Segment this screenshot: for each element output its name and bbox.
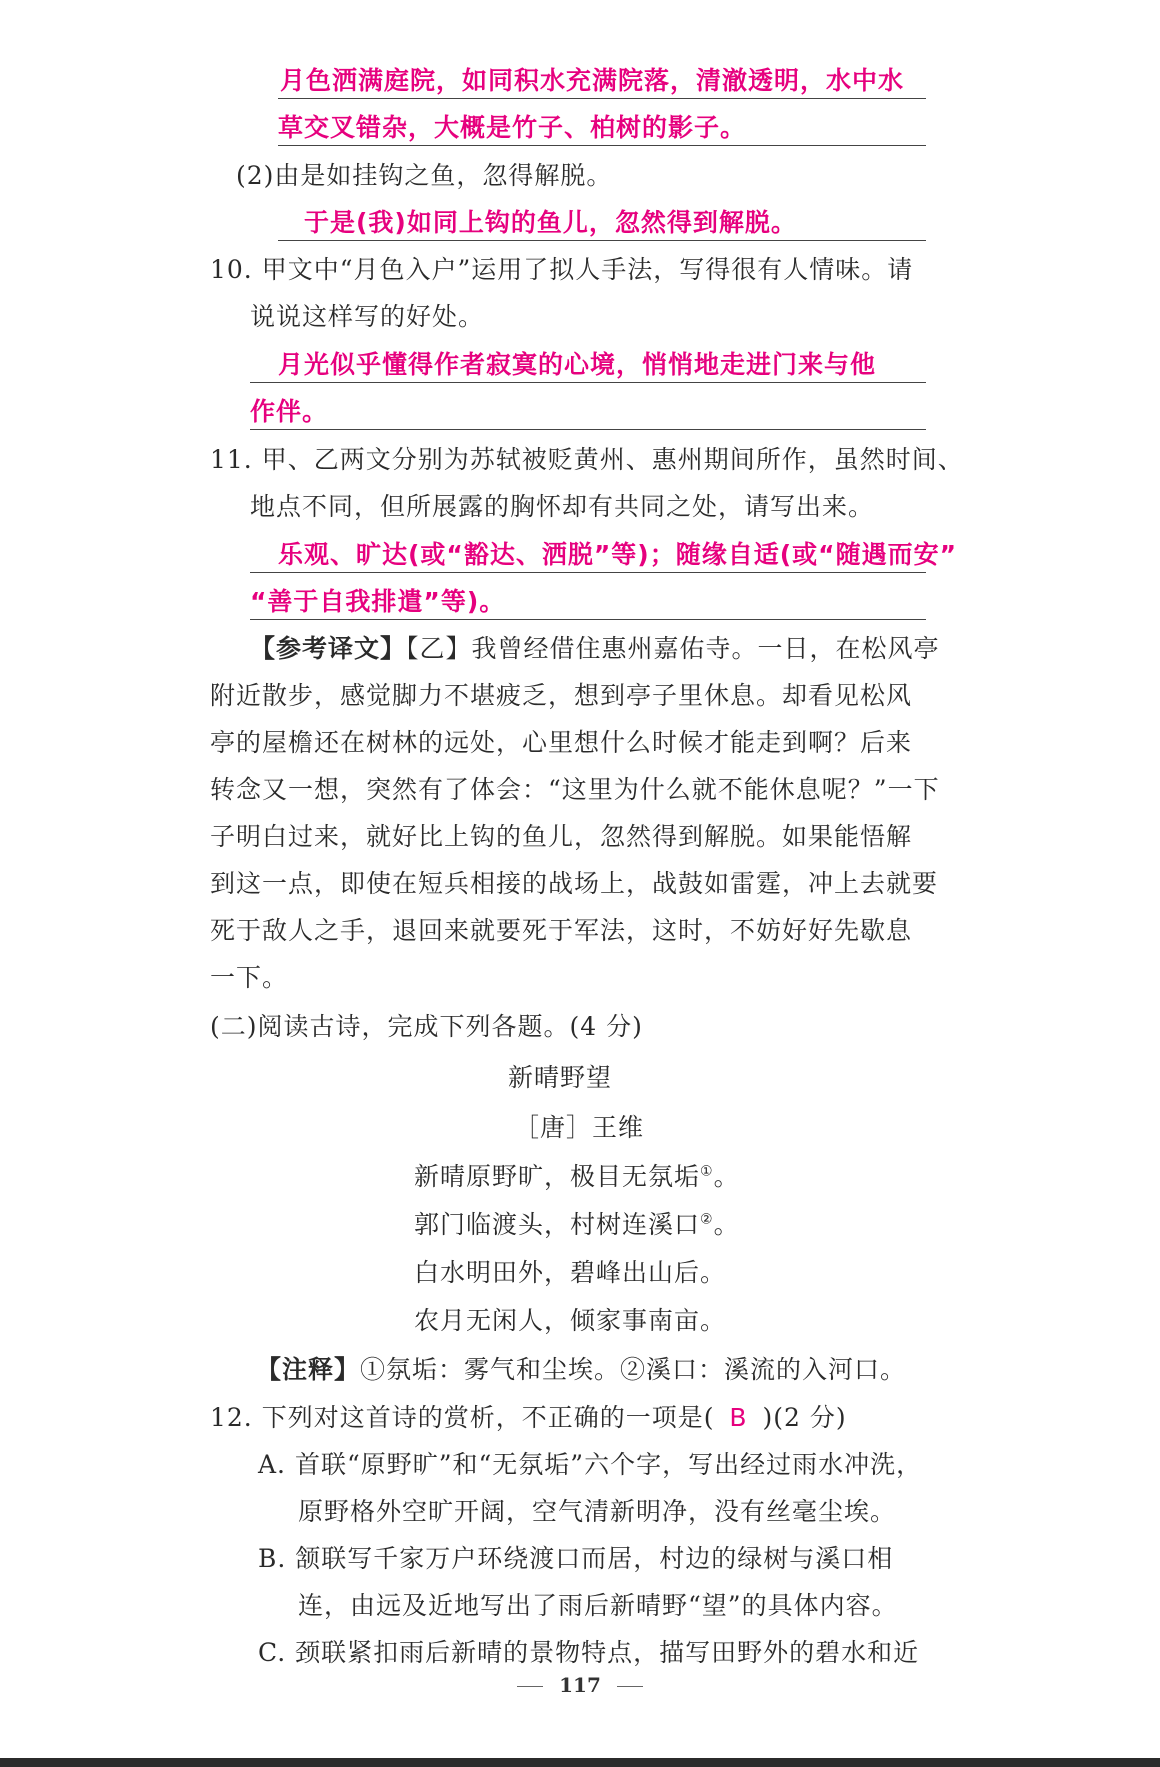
footnote-marker: ② [700, 1211, 714, 1228]
answer-rule [250, 619, 926, 620]
translation-line5: 子明白过来，就好比上钩的鱼儿，忽然得到解脱。如果能悟解 [210, 822, 913, 851]
poem-line2-text: 郭门临渡头，村树连溪口 [414, 1210, 701, 1239]
answer-rule [278, 145, 926, 146]
q12-prompt-text: 12. 下列对这首诗的赏析，不正确的一项是( [210, 1403, 715, 1432]
q11-answer-line1: 乐观、旷达(或“豁达、洒脱”等)；随缘自适(或“随遇而安” [278, 540, 958, 569]
translation-label: 【参考译文】 [250, 634, 407, 663]
q10-answer-line1: 月光似乎懂得作者寂寞的心境，悄悄地走进门来与他 [278, 350, 877, 379]
q9-answer1-line2: 草交叉错杂，大概是竹子、柏树的影子。 [278, 113, 747, 142]
notes-label: 【注释】 [256, 1355, 361, 1384]
answer-rule [250, 572, 926, 573]
q11-line2: 地点不同，但所展露的胸怀却有共同之处，请写出来。 [250, 492, 875, 521]
poem-line3: 白水明田外，碧峰出山后。 [414, 1258, 727, 1287]
poem-line1 [414, 1160, 740, 1194]
answer-rule [278, 98, 926, 99]
page-footer [0, 1673, 1160, 1697]
translation-line4: 转念又一想，突然有了体会：“这里为什么就不能休息呢？”一下 [210, 775, 940, 804]
translation-line2: 附近散步，感觉脚力不堪疲乏，想到亭子里休息。却看见松风 [210, 681, 913, 710]
poem-line2 [414, 1208, 740, 1242]
translation-line6: 到这一点，即使在短兵相接的战场上，战鼓如雷霆，冲上去就要 [210, 869, 939, 898]
footer-dash [517, 1686, 543, 1687]
q10-line2: 说说这样写的好处。 [250, 302, 485, 331]
poem-title: 新晴野望 [508, 1063, 613, 1092]
q12-option-b-line2: 连，由远及近地写出了雨后新晴野“望”的具体内容。 [298, 1591, 898, 1620]
translation-text: 【乙】我曾经借住惠州嘉佑寺。一日，在松风亭 [406, 634, 940, 663]
q12-prompt [210, 1401, 847, 1435]
footer-dash [617, 1686, 643, 1687]
translation-line8: 一下。 [210, 963, 289, 992]
q11-answer-line2: “善于自我排遣”等)。 [250, 587, 506, 616]
q9-answer2: 于是(我)如同上钩的鱼儿，忽然得到解脱。 [304, 208, 797, 237]
poem-author: ［唐］王维 [514, 1113, 645, 1142]
translation-line3: 亭的屋檐还在树林的远处，心里想什么时候才能走到啊？后来 [210, 728, 913, 757]
notes-line [256, 1353, 906, 1387]
poem-line1-end: 。 [713, 1162, 740, 1191]
answer-rule [250, 429, 926, 430]
section2-heading: (二)阅读古诗，完成下列各题。(4 分) [210, 1012, 643, 1041]
q12-option-a-line2: 原野格外空旷开阔，空气清新明净，没有丝毫尘埃。 [298, 1497, 897, 1526]
notes-text: ①氛垢：雾气和尘埃。②溪口：溪流的入河口。 [360, 1355, 907, 1384]
q9-answer1-line1: 月色洒满庭院，如同积水充满院落，清澈透明，水中水 [280, 66, 905, 95]
bottom-edge-bar [0, 1758, 1160, 1767]
q12-option-c-line1: C. 颈联紧扣雨后新晴的景物特点，描写田野外的碧水和近 [258, 1638, 920, 1667]
q10-answer-line2: 作伴。 [250, 397, 329, 426]
translation-line7: 死于敌人之手，退回来就要死于军法，这时，不妨好好先歇息 [210, 916, 913, 945]
q12-option-b-line1: B. 颔联写千家万户环绕渡口而居，村边的绿树与溪口相 [258, 1544, 894, 1573]
translation-line1 [250, 632, 940, 666]
page-number: 117 [559, 1673, 601, 1697]
poem-line4: 农月无闲人，倾家事南亩。 [414, 1306, 727, 1335]
q11-line1: 11. 甲、乙两文分别为苏轼被贬黄州、惠州期间所作，虽然时间、 [210, 445, 964, 474]
footnote-marker: ① [700, 1163, 714, 1180]
q12-answer: B [729, 1403, 748, 1432]
answer-rule [250, 382, 926, 383]
answer-rule [278, 240, 926, 241]
poem-line1-text: 新晴原野旷，极目无氛垢 [414, 1162, 701, 1191]
q10-line1: 10. 甲文中“月色入户”运用了拟人手法，写得很有人情味。请 [210, 255, 914, 284]
q12-option-a-line1: A. 首联“原野旷”和“无氛垢”六个字，写出经过雨水冲洗， [258, 1450, 923, 1479]
q9-sub2-prompt: (2)由是如挂钩之鱼，忽得解脱。 [236, 161, 613, 190]
poem-line2-end: 。 [713, 1210, 740, 1239]
q12-score: )(2 分) [762, 1403, 847, 1432]
